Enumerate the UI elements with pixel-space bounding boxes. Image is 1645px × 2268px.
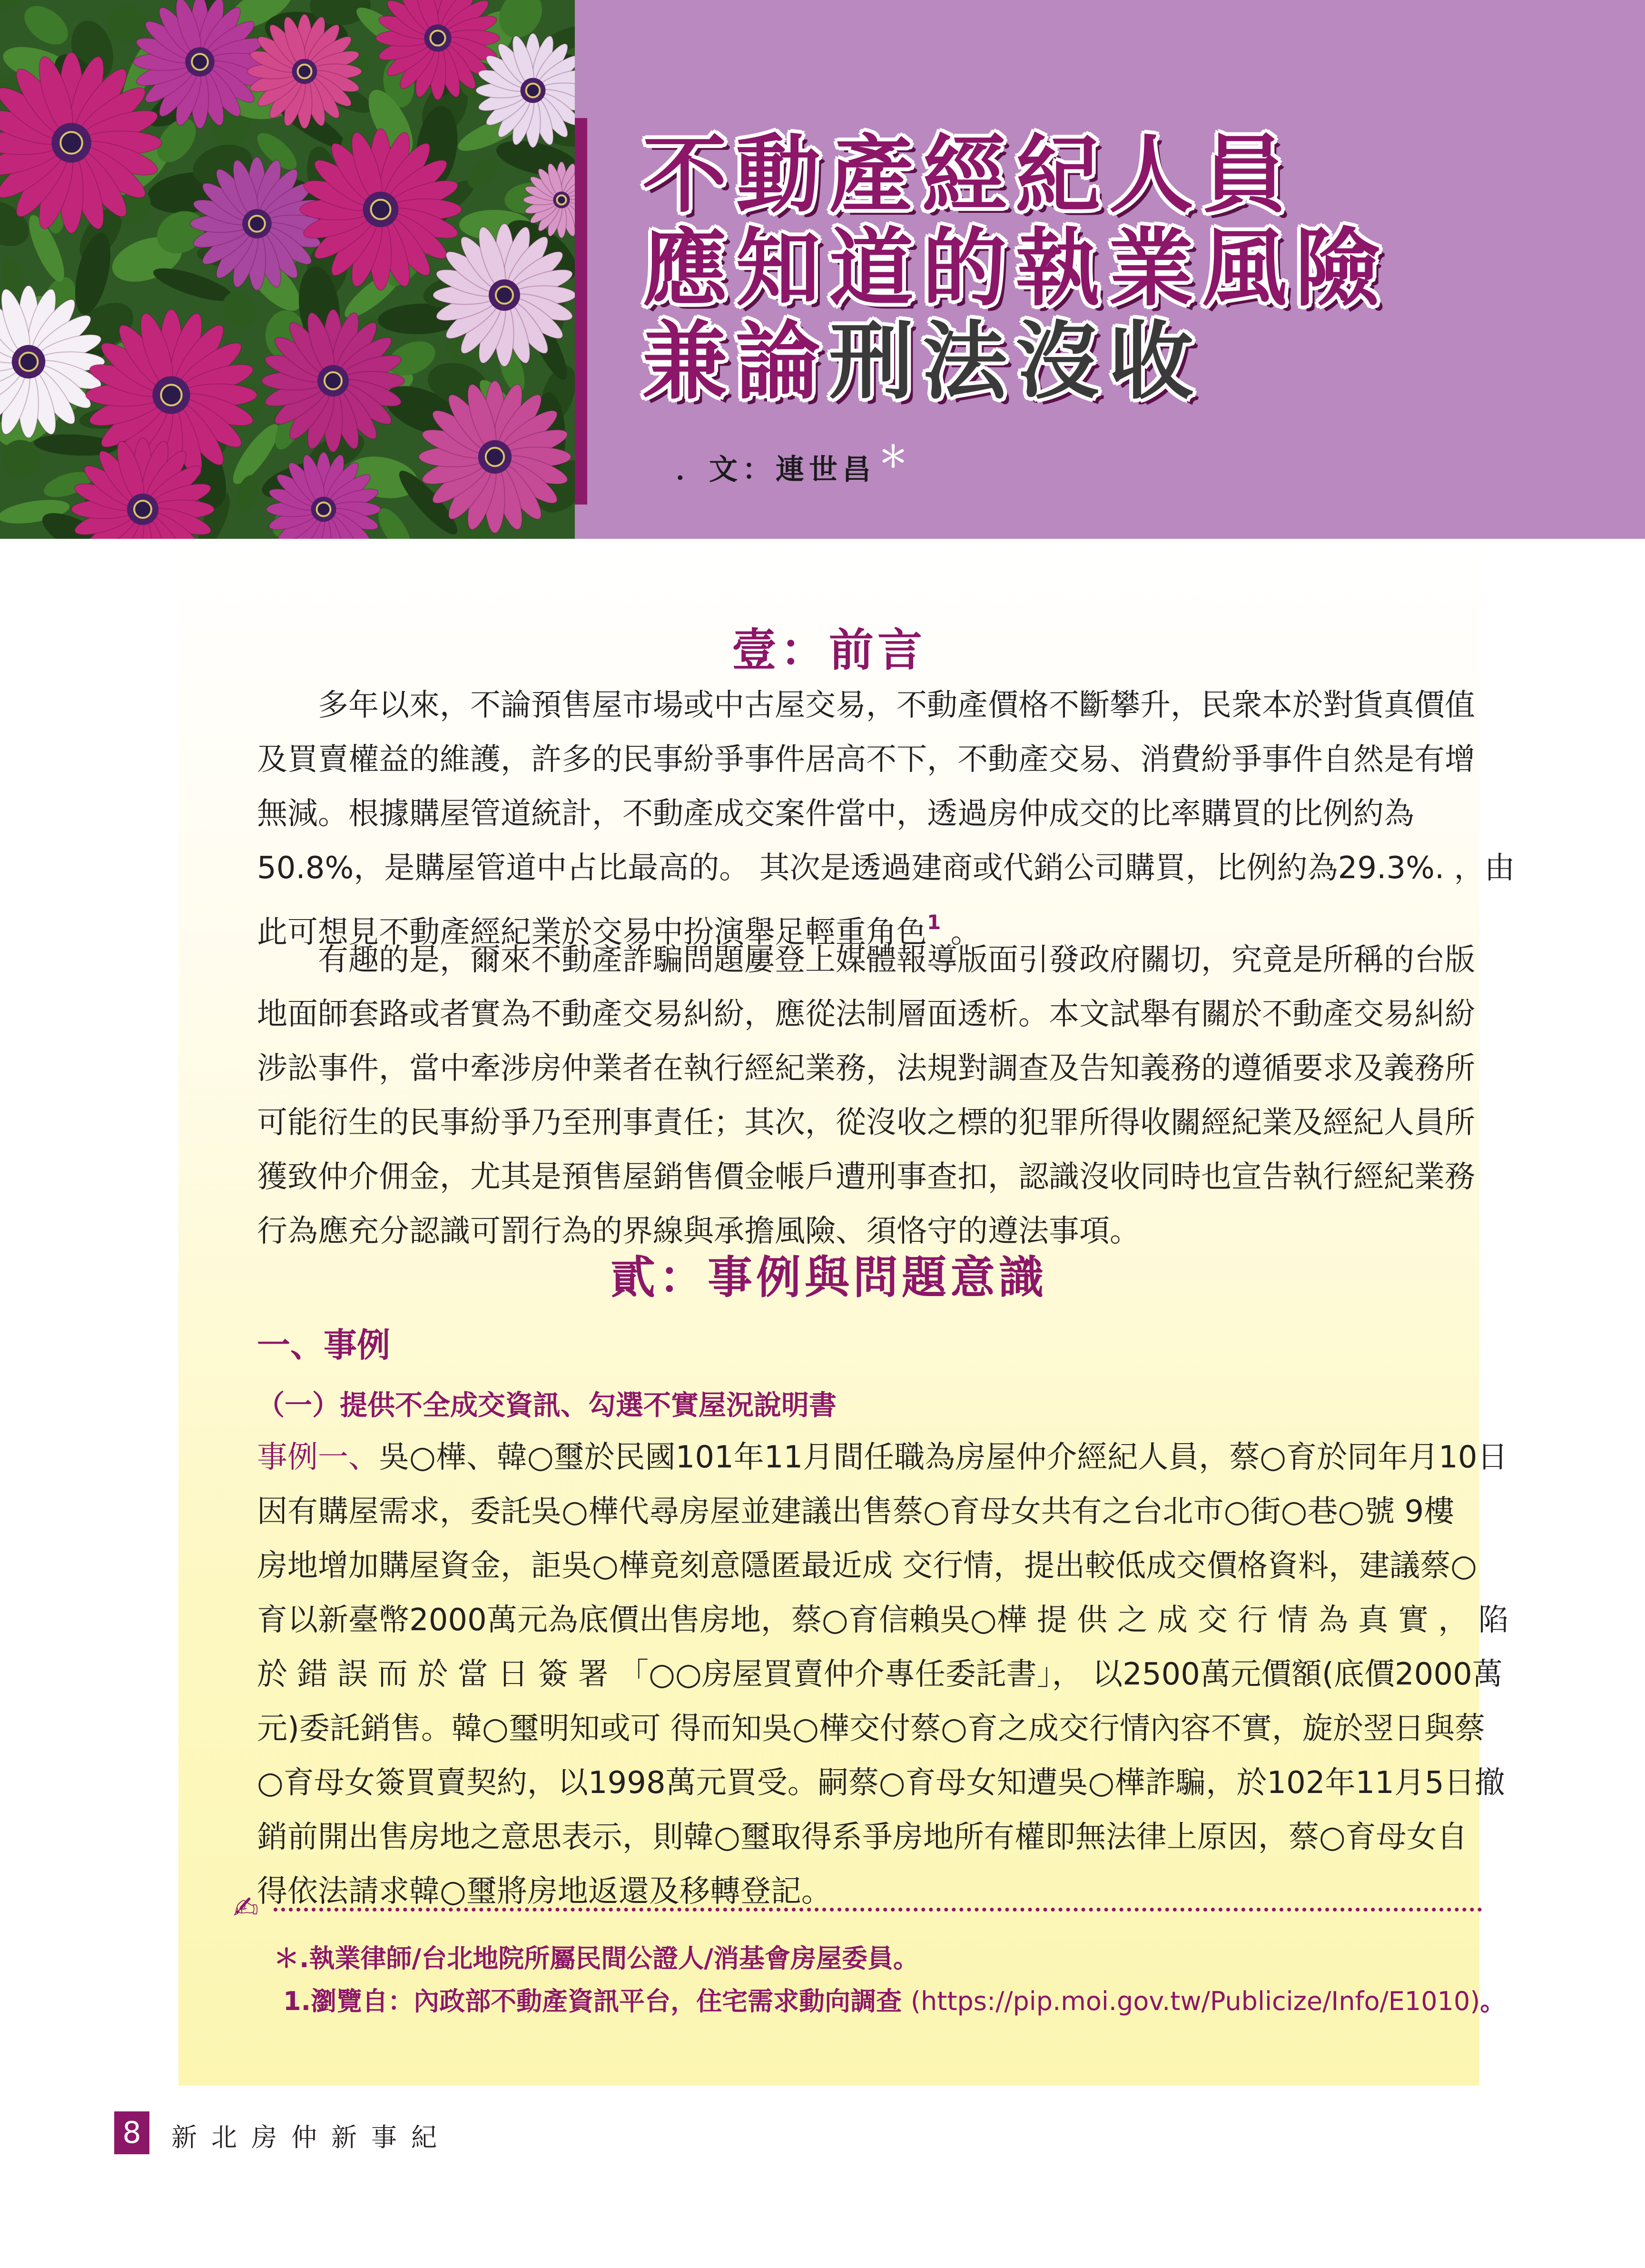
title-accent-bar [575,118,587,505]
author-name: ．文：連世昌 [676,453,876,486]
text-line: 因有購屋需求，委託吳○樺代尋房屋並建議出售蔡○育母女共有之台北市○街○巷○號 9樓 [257,1494,1455,1529]
page-number: 8 [114,2111,149,2154]
footnote-ref-1[interactable]: 1 [927,911,941,934]
sub-sub-heading-case-1: （一）提供不全成交資訊、勾選不實屋況說明書 [257,1389,837,1421]
text-line: 及買賣權益的維護，許多的民事紛爭事件居高不下，不動產交易、消費紛爭事件自然是有增 [257,742,1475,777]
title-line-3 [642,312,1594,411]
text-line [257,1430,1508,1485]
article-header [0,0,1645,539]
footnote-divider [274,1908,1482,1911]
footnote-1 [283,1981,1506,2018]
text-line: 獲致仲介佣金，尤其是預售屋銷售價金帳戶遭刑事查扣，認識沒收同時也宣告執行經紀業務 [257,1159,1475,1195]
text-line: 無減。根據購屋管道統計，不動產成交案件當中，透過房仲成交的比率購買的比例約為 [257,796,1414,832]
text-fragment: 此可想見不動產經紀業於交易中扮演舉足輕重角色 [257,915,927,950]
intro-paragraph-1 [257,678,1515,960]
text-line: 地面師套路或者實為不動產交易糾紛，應從法制層面透析。本文試舉有關於不動產交易糾紛 [257,997,1475,1032]
section-heading-cases: 貳：事例與問題意識 [610,1252,1047,1304]
author-byline [676,433,913,488]
author-footnote-mark: ＊ [878,439,913,474]
text-line: 元)委託銷售。韓○璽明知或可 得而知吳○樺交付蔡○育之成交行情內容不實，旋於翌日與蔡 [257,1711,1485,1746]
text-line: 得依法請求韓○璽將房地返還及移轉登記。 [257,1874,832,1909]
text-fragment: 吳○樺、韓○璽於民國101年11月間任職為房屋仲介經紀人員，蔡○育於同年月10日 [379,1440,1508,1475]
daisy-flowers-image [0,0,575,539]
magazine-name: 新北房仲新事紀 [171,2122,451,2152]
case-label: 事例一、 [257,1440,379,1475]
footnote-1-text: 1.瀏覽自：內政部不動產資訊平台，住宅需求動向調查 [283,1986,911,2016]
intro-paragraph-2 [257,933,1485,1258]
footnote-author: ＊.執業律師/台北地院所屬民間公證人/消基會房屋委員。 [274,1943,919,1973]
footnote-1-url[interactable]: (https://pip.moi.gov.tw/Publicize/Info/E1010) [910,1986,1480,2016]
text-line: 行為應充分認識可罰行為的界線與承擔風險、須恪守的遵法事項。 [257,1214,1140,1249]
footnote-1-end: 。 [1480,1986,1506,2016]
article-title [642,126,1594,411]
title-line-2: 應知道的執業風險 [642,219,1389,317]
text-fragment: 。 [941,915,981,950]
title-line-3-prefix: 兼論 [642,312,829,411]
text-line: 育以新臺幣2000萬元為底價出售房地，蔡○育信賴吳○樺 提 供 之 成 交 行 情 為 真 實 ， 陷 [257,1603,1509,1638]
title-line-3-emphasis: 刑法沒收 [829,312,1202,411]
writing-hand-icon: ✍ [233,1891,259,1926]
text-line: 可能衍生的民事紛爭乃至刑事責任；其次，從沒收之標的犯罪所得收關經紀業及經紀人員所 [257,1105,1475,1140]
text-line: ○育母女簽買賣契約，以1998萬元買受。嗣蔡○育母女知遭吳○樺詐騙，於102年11月5日撤 [257,1765,1505,1801]
text-line: 多年以來，不論預售屋市場或中古屋交易，不動產價格不斷攀升，民衆本於對貨真價值 [318,688,1475,723]
text-line: 於 錯 誤 而 於 當 日 簽 署 「○○房屋買賣仲介專任委託書」， 以2500萬元價額(底價2000萬 [257,1657,1503,1692]
text-line: 涉訟事件，當中牽涉房仲業者在執行經紀業務，法規對調查及告知義務的遵循要求及義務所 [257,1051,1475,1086]
text-line: 房地增加購屋資金，詎吳○樺竟刻意隱匿最近成 交行情，提出較低成交價格資料，建議蔡○ [257,1548,1478,1584]
case-paragraph [257,1430,1509,1919]
text-line: 有趣的是，爾來不動產詐騙問題屢登上媒體報導版面引發政府關切，究竟是所稱的台版 [318,942,1475,978]
text-line: 銷前開出售房地之意思表示，則韓○璽取得系爭房地所有權即無法律上原因，蔡○育母女自 [257,1820,1468,1855]
title-line-1: 不動產經紀人員 [642,126,1295,224]
flower-photo [0,0,575,539]
text-line: 50.8%，是購屋管道中占比最高的。 其次是透過建商或代銷公司購買，比例約為29.3%. ，由 [257,851,1515,886]
sub-heading-cases: 一、事例 [257,1326,390,1365]
section-heading-introduction: 壹：前言 [731,624,926,676]
